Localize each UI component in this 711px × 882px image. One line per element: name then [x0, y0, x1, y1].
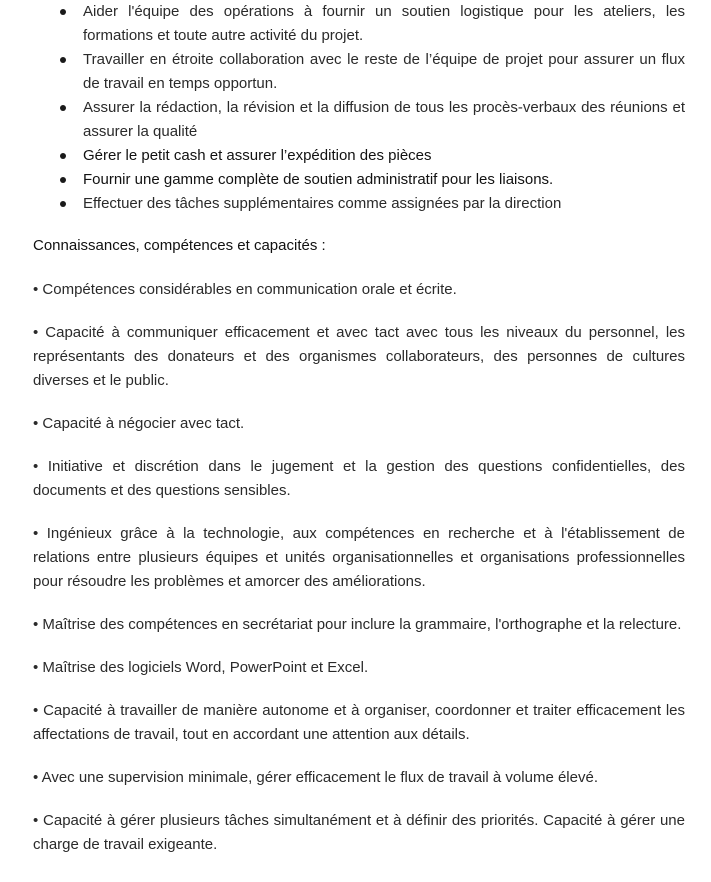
- skill-paragraph: • Capacité à négocier avec tact.: [33, 415, 245, 432]
- bullet-icon: [60, 9, 66, 15]
- list-item: [33, 144, 685, 168]
- skill-paragraph: • Capacité à communiquer efficacement et avec tact avec tous les niveaux du personnel, les représentants des donateurs et des organismes collaborateurs, des personnes de cultures diverses et le public.: [33, 324, 685, 389]
- skill-paragraph: • Ingénieux grâce à la technologie, aux compétences en recherche et à l'établissement de relations entre plusieurs équipes et unités organisationnelles et organisations professionnelles pour résoudre les problèmes et amorcer des améliorations.: [33, 525, 685, 590]
- list-item-text: Aider l'équipe des opérations à fournir un soutien logistique pour les ateliers, les formations et toute autre activité du projet.: [83, 3, 685, 44]
- list-item-text: Gérer le petit cash et assurer l’expédition des pièces: [83, 147, 432, 164]
- skill-paragraph: • Capacité à gérer plusieurs tâches simultanément et à définir des priorités. Capacité à gérer une charge de travail exigeante.: [33, 812, 685, 853]
- list-item-text: Fournir une gamme complète de soutien administratif pour les liaisons.: [83, 171, 554, 188]
- skill-paragraph: • Initiative et discrétion dans le jugement et la gestion des questions confidentielles, des documents et des questions sensibles.: [33, 458, 685, 499]
- list-item: [33, 168, 685, 192]
- duties-list: [33, 0, 685, 216]
- bullet-icon: [60, 153, 66, 159]
- list-item: [33, 48, 685, 96]
- skill-paragraph: • Maîtrise des logiciels Word, PowerPoint et Excel.: [33, 659, 369, 676]
- bullet-icon: [60, 201, 66, 207]
- bullet-icon: [60, 105, 66, 111]
- bullet-icon: [60, 177, 66, 183]
- bullet-icon: [60, 57, 66, 63]
- list-item-text: Travailler en étroite collaboration avec le reste de l’équipe de projet pour assurer un flux de travail en temps opportun.: [83, 51, 685, 92]
- list-item: [33, 0, 685, 48]
- skills-heading: Connaissances, compétences et capacités :: [33, 237, 326, 254]
- list-item: [33, 192, 685, 216]
- list-item: [33, 96, 685, 144]
- skill-paragraph: • Avec une supervision minimale, gérer efficacement le flux de travail à volume élevé.: [33, 769, 598, 786]
- list-item-text: Assurer la rédaction, la révision et la diffusion de tous les procès-verbaux des réunions et assurer la qualité: [83, 99, 685, 140]
- skill-paragraph: • Maîtrise des compétences en secrétariat pour inclure la grammaire, l'orthographe et la relecture.: [33, 616, 682, 633]
- skill-paragraph: • Capacité à travailler de manière autonome et à organiser, coordonner et traiter efficacement les affectations de travail, tout en accordant une attention aux détails.: [33, 702, 685, 743]
- skill-paragraph: • Compétences considérables en communication orale et écrite.: [33, 281, 457, 298]
- list-item-text: Effectuer des tâches supplémentaires comme assignées par la direction: [83, 195, 562, 212]
